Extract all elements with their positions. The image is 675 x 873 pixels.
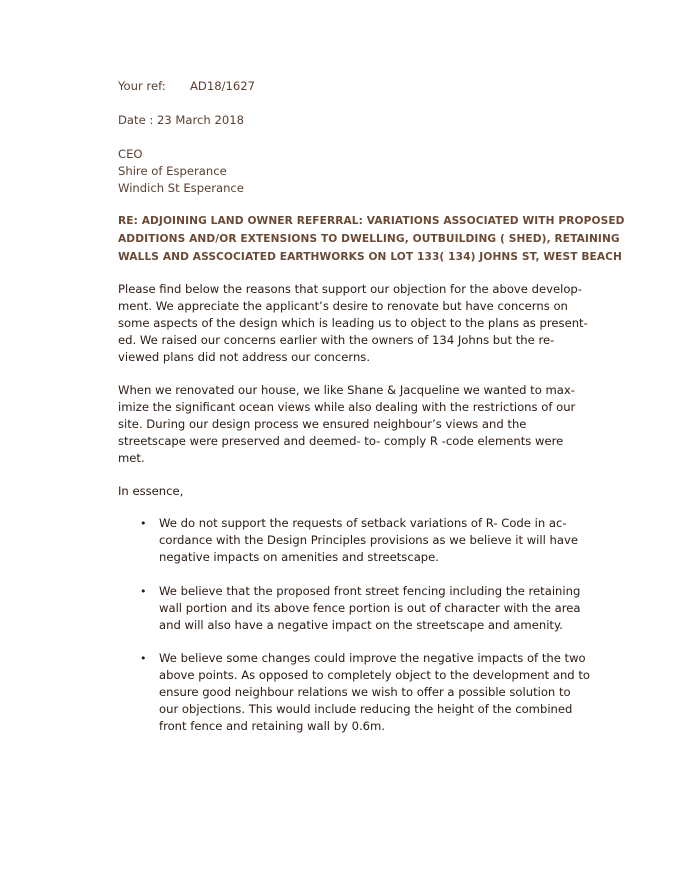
list-item-line: above points. As opposed to completely object to the development and to [159,668,590,682]
list-item-line: negative impacts on amenities and streetscape. [159,550,439,564]
list-item-line: wall portion and its above fence portion is out of character with the area [159,601,581,615]
body-paragraph-2 [118,382,575,467]
list-item-line: ensure good neighbour relations we wish to offer a possible solution to [159,685,571,699]
recipient-line: CEO [118,147,143,161]
list-item-line: We do not support the requests of setback variations of R- Code in ac- [159,516,567,530]
paragraph-line: In essence, [118,484,184,498]
subject-line: WALLS AND ASSCOCIATED EARTHWORKS ON LOT 133( 134) JOHNS ST, WEST BEACH [118,251,622,263]
list-item-line: front fence and retaining wall by 0.6m. [159,719,386,733]
paragraph-line: When we renovated our house, we like Shane & Jacqueline we wanted to max- [118,383,575,397]
letter-date: Date : 23 March 2018 [118,113,244,127]
reference-value: AD18/1627 [190,79,256,93]
subject-heading [118,212,625,266]
list-item-line: cordance with the Design Principles provisions as we believe it will have [159,533,578,547]
paragraph-line: streetscape were preserved and deemed- to- comply R -code elements were [118,434,564,448]
body-paragraph-3 [118,483,183,500]
recipient-line: Shire of Esperance [118,164,227,178]
paragraph-line: ment. We appreciate the applicant’s desire to renovate but have concerns on [118,299,568,313]
bullet-icon: • [140,517,147,530]
subject-line: RE: ADJOINING LAND OWNER REFERRAL: VARIATIONS ASSOCIATED WITH PROPOSED [118,215,625,227]
reference-label: Your ref: [118,79,166,93]
paragraph-line: some aspects of the design which is leading us to object to the plans as present- [118,316,588,330]
body-paragraph-1 [118,281,588,366]
paragraph-line: imize the significant ocean views while also dealing with the restrictions of our [118,400,576,414]
bullet-icon: • [140,652,147,665]
recipient-line: Windich St Esperance [118,181,244,195]
paragraph-line: viewed plans did not address our concerns. [118,350,371,364]
bullet-icon: • [140,585,147,598]
paragraph-line: Please find below the reasons that support our objection for the above develop- [118,282,582,296]
reference-line [118,78,255,95]
recipient-address [118,146,244,197]
list-item-line: We believe that the proposed front street fencing including the retaining [159,584,581,598]
paragraph-line: met. [118,451,145,465]
list-item-line: We believe some changes could improve the negative impacts of the two [159,651,586,665]
paragraph-line: site. During our design process we ensured neighbour’s views and the [118,417,527,431]
paragraph-line: ed. We raised our concerns earlier with the owners of 134 Johns but the re- [118,333,555,347]
list-item-line: and will also have a negative impact on the streetscape and amenity. [159,618,563,632]
list-item-line: our objections. This would include reducing the height of the combined [159,702,573,716]
subject-line: ADDITIONS AND/OR EXTENSIONS TO DWELLING, OUTBUILDING ( SHED), RETAINING [118,233,620,245]
